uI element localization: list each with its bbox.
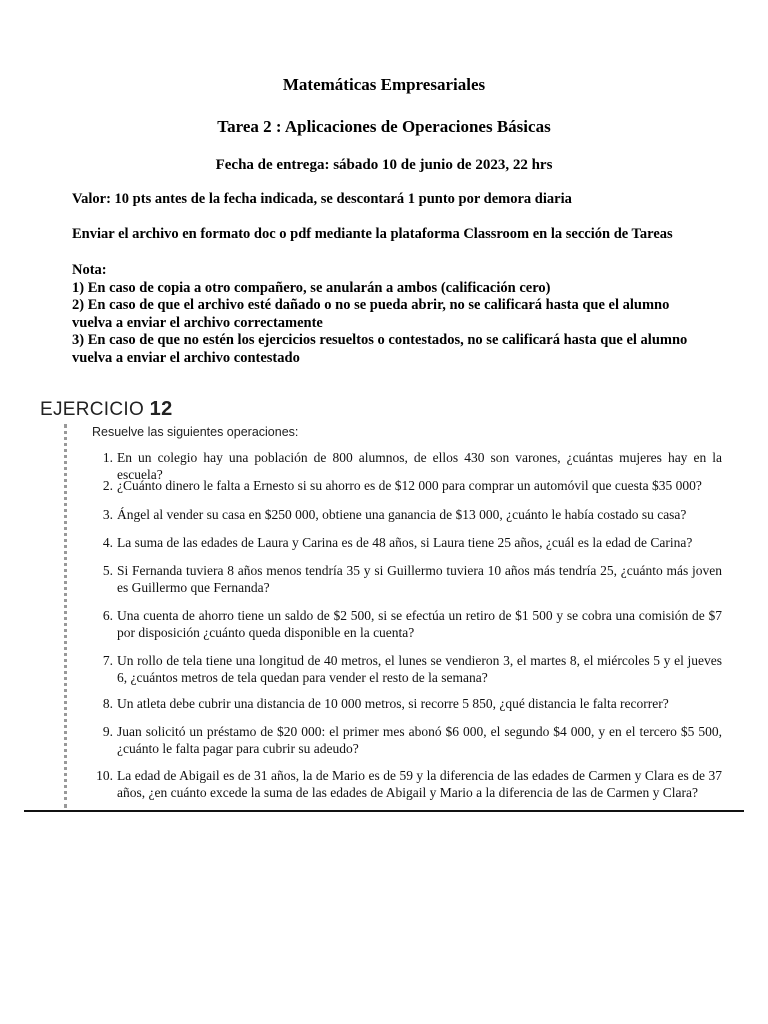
exercise-item-number: 2.: [102, 478, 113, 493]
exercise-item-number: 5.: [102, 563, 113, 578]
due-date: Fecha de entrega: sábado 10 de junio de 2023, 22 hrs: [215, 157, 553, 173]
note-item-1: 1) En caso de copia a otro compañero, se anularán a ambos (calificación cero): [72, 279, 551, 296]
exercise-item-text: ¿Cuánto dinero le falta a Ernesto si su ahorro es de $12 000 para comprar un automóvil que cuesta $35 000?: [117, 478, 702, 493]
exercise-item-text: Si Fernanda tuviera 8 años menos tendría 35 y si Guillermo tuviera 10 años más tendría 25, ¿cuánto más joven es Guillermo que Fernanda?: [117, 563, 722, 595]
exercise-item-text: En un colegio hay una población de 800 alumnos, de ellos 430 son varones, ¿cuántas mujeres hay en la escuela?: [117, 450, 722, 482]
exercise-item-text: Un atleta debe cubrir una distancia de 10 000 metros, si recorre 5 850, ¿qué distancia le falta recorrer?: [117, 696, 669, 711]
exercise-item-text: Una cuenta de ahorro tiene un saldo de $2 500, si se efectúa un retiro de $1 500 y se cobra una comisión de $7 por disposición ¿cuánto queda disponible en la cuenta?: [117, 608, 722, 640]
note-item-3: 3) En caso de que no estén los ejercicios resueltos o contestados, no se calificará hasta que el alumno vuelva a enviar el archivo contestado: [72, 332, 688, 366]
exercise-heading: [40, 398, 173, 421]
exercise-item-text: Un rollo de tela tiene una longitud de 40 metros, el lunes se vendieron 3, el martes 8, el miércoles 5 y el jueves 6, ¿cuántos metros de tela quedan para vender el resto de la semana?: [117, 653, 722, 685]
document-title: Matemáticas Empresariales: [282, 75, 486, 94]
notes-section: [72, 262, 712, 367]
assignment-subtitle: Tarea 2 : Aplicaciones de Operaciones Básicas: [217, 117, 551, 136]
exercise-item-number: 1.: [102, 450, 113, 465]
exercise-item-text: La suma de las edades de Laura y Carina es de 48 años, si Laura tiene 25 años, ¿cuál es la edad de Carina?: [117, 535, 693, 550]
note-item-2: 2) En caso de que el archivo esté dañado o no se pueda abrir, no se calificará hasta que el alumno vuelva a enviar el archivo correctamente: [72, 297, 670, 331]
exercise-item-number: 8.: [102, 696, 113, 711]
dotted-margin-line: [64, 424, 67, 808]
exercise-item-number: 3.: [102, 507, 113, 522]
exercise-item-text: Ángel al vender su casa en $250 000, obtiene una ganancia de $13 000, ¿cuánto le había costado su casa?: [117, 507, 687, 522]
exercise-item-number: 4.: [102, 535, 113, 550]
exercise-instruction: Resuelve las siguientes operaciones:: [92, 425, 299, 439]
exercise-number: 12: [149, 398, 173, 420]
exercise-item-number: 10.: [96, 768, 113, 783]
exercise-item-number: 9.: [102, 724, 113, 739]
exercise-item-number: 6.: [102, 608, 113, 623]
notes-label: Nota:: [72, 262, 107, 278]
grading-value-note: Valor: 10 pts antes de la fecha indicada, se descontará 1 punto por demora diaria: [72, 191, 572, 207]
submission-instructions: Enviar el archivo en formato doc o pdf mediante la plataforma Classroom en la sección de Tareas: [72, 226, 673, 242]
bottom-divider: [24, 810, 744, 812]
exercise-label: EJERCICIO: [40, 399, 145, 420]
exercise-item-text: Juan solicitó un préstamo de $20 000: el primer mes abonó $6 000, el segundo $4 000, y en el tercero $5 500, ¿cuánto le falta pagar para cubrir su adeudo?: [117, 724, 722, 756]
exercise-item-text: La edad de Abigail es de 31 años, la de Mario es de 59 y la diferencia de las edades de Carmen y Clara es de 37 años, ¿en cuánto excede la suma de las edades de Abigail y Mario a la diferencia de las de Carmen y Clara?: [117, 768, 722, 800]
exercise-item-number: 7.: [102, 653, 113, 668]
